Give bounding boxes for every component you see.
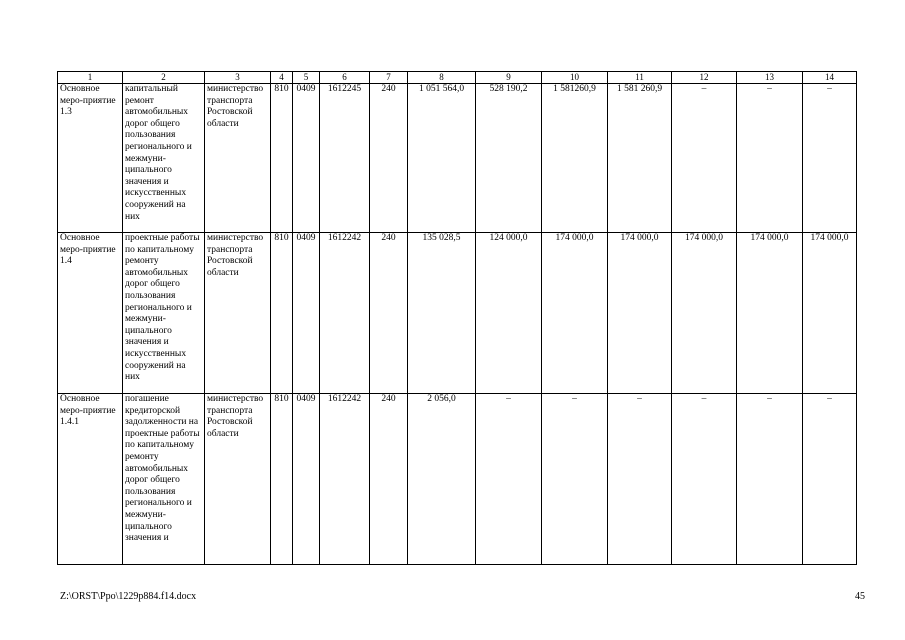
column-header: 3 [205,72,271,84]
column-header: 2 [123,72,205,84]
table-cell: 174 000,0 [737,233,803,394]
table-cell: – [737,394,803,565]
table-cell: – [608,394,672,565]
table-cell: 810 [271,394,293,565]
column-header: 7 [370,72,408,84]
column-header: 1 [58,72,123,84]
table-cell: 174 000,0 [608,233,672,394]
table-row [58,394,857,565]
table-cell: 174 000,0 [672,233,737,394]
column-header: 6 [320,72,370,84]
table-cell: 174 000,0 [542,233,608,394]
table-cell: – [542,394,608,565]
table-cell: 0409 [293,394,320,565]
table-row [58,233,857,394]
footer-file-path: Z:\ORST\Ppo\1229p884.f14.docx [60,591,197,602]
table-cell: Основное меро-приятие 1.3 [58,84,123,233]
table-cell: 810 [271,84,293,233]
table-cell: – [476,394,542,565]
table-cell: 124 000,0 [476,233,542,394]
table-cell: министерство транспорта Ростовской области [205,233,271,394]
column-header: 8 [408,72,476,84]
table-cell: 2 056,0 [408,394,476,565]
column-header: 4 [271,72,293,84]
table-cell: 0409 [293,84,320,233]
table-cell: 1 581260,9 [542,84,608,233]
table-cell: капитальный ремонт автомобильных дорог общего пользования регионального и межмуни-ципального значения и искусственных сооружений на них [123,84,205,233]
table-cell: 528 190,2 [476,84,542,233]
table-cell: 240 [370,84,408,233]
table-cell: – [737,84,803,233]
column-header: 9 [476,72,542,84]
table-cell: 1612245 [320,84,370,233]
table-cell: 0409 [293,233,320,394]
table-cell: 1 581 260,9 [608,84,672,233]
table-cell: 1612242 [320,394,370,565]
page-number: 45 [855,591,865,602]
column-header: 12 [672,72,737,84]
table-cell: – [672,84,737,233]
column-header: 5 [293,72,320,84]
table-cell: 240 [370,233,408,394]
column-header: 13 [737,72,803,84]
column-header: 11 [608,72,672,84]
table-cell: 240 [370,394,408,565]
table-cell: погашение кредиторской задолженности на проектные работы по капитальному ремонту автомобильных дорог общего пользования регионального и межмуни-ципального значения и [123,394,205,565]
table-cell: министерство транспорта Ростовской области [205,394,271,565]
budget-table [57,71,857,565]
table-cell: 810 [271,233,293,394]
table-cell: 135 028,5 [408,233,476,394]
table-cell: министерство транспорта Ростовской области [205,84,271,233]
table-cell: 174 000,0 [803,233,857,394]
table-row [58,84,857,233]
table-cell: – [803,84,857,233]
table-cell: – [672,394,737,565]
table-cell: 1 051 564,0 [408,84,476,233]
header-row [58,72,857,84]
table-cell: проектные работы по капитальному ремонту автомобильных дорог общего пользования регионального и межмуни-ципального значения и искусственных сооружений на них [123,233,205,394]
table-cell: Основное меро-приятие 1.4.1 [58,394,123,565]
column-header: 14 [803,72,857,84]
table-cell: 1612242 [320,233,370,394]
column-header: 10 [542,72,608,84]
table-cell: Основное меро-приятие 1.4 [58,233,123,394]
table-cell: – [803,394,857,565]
